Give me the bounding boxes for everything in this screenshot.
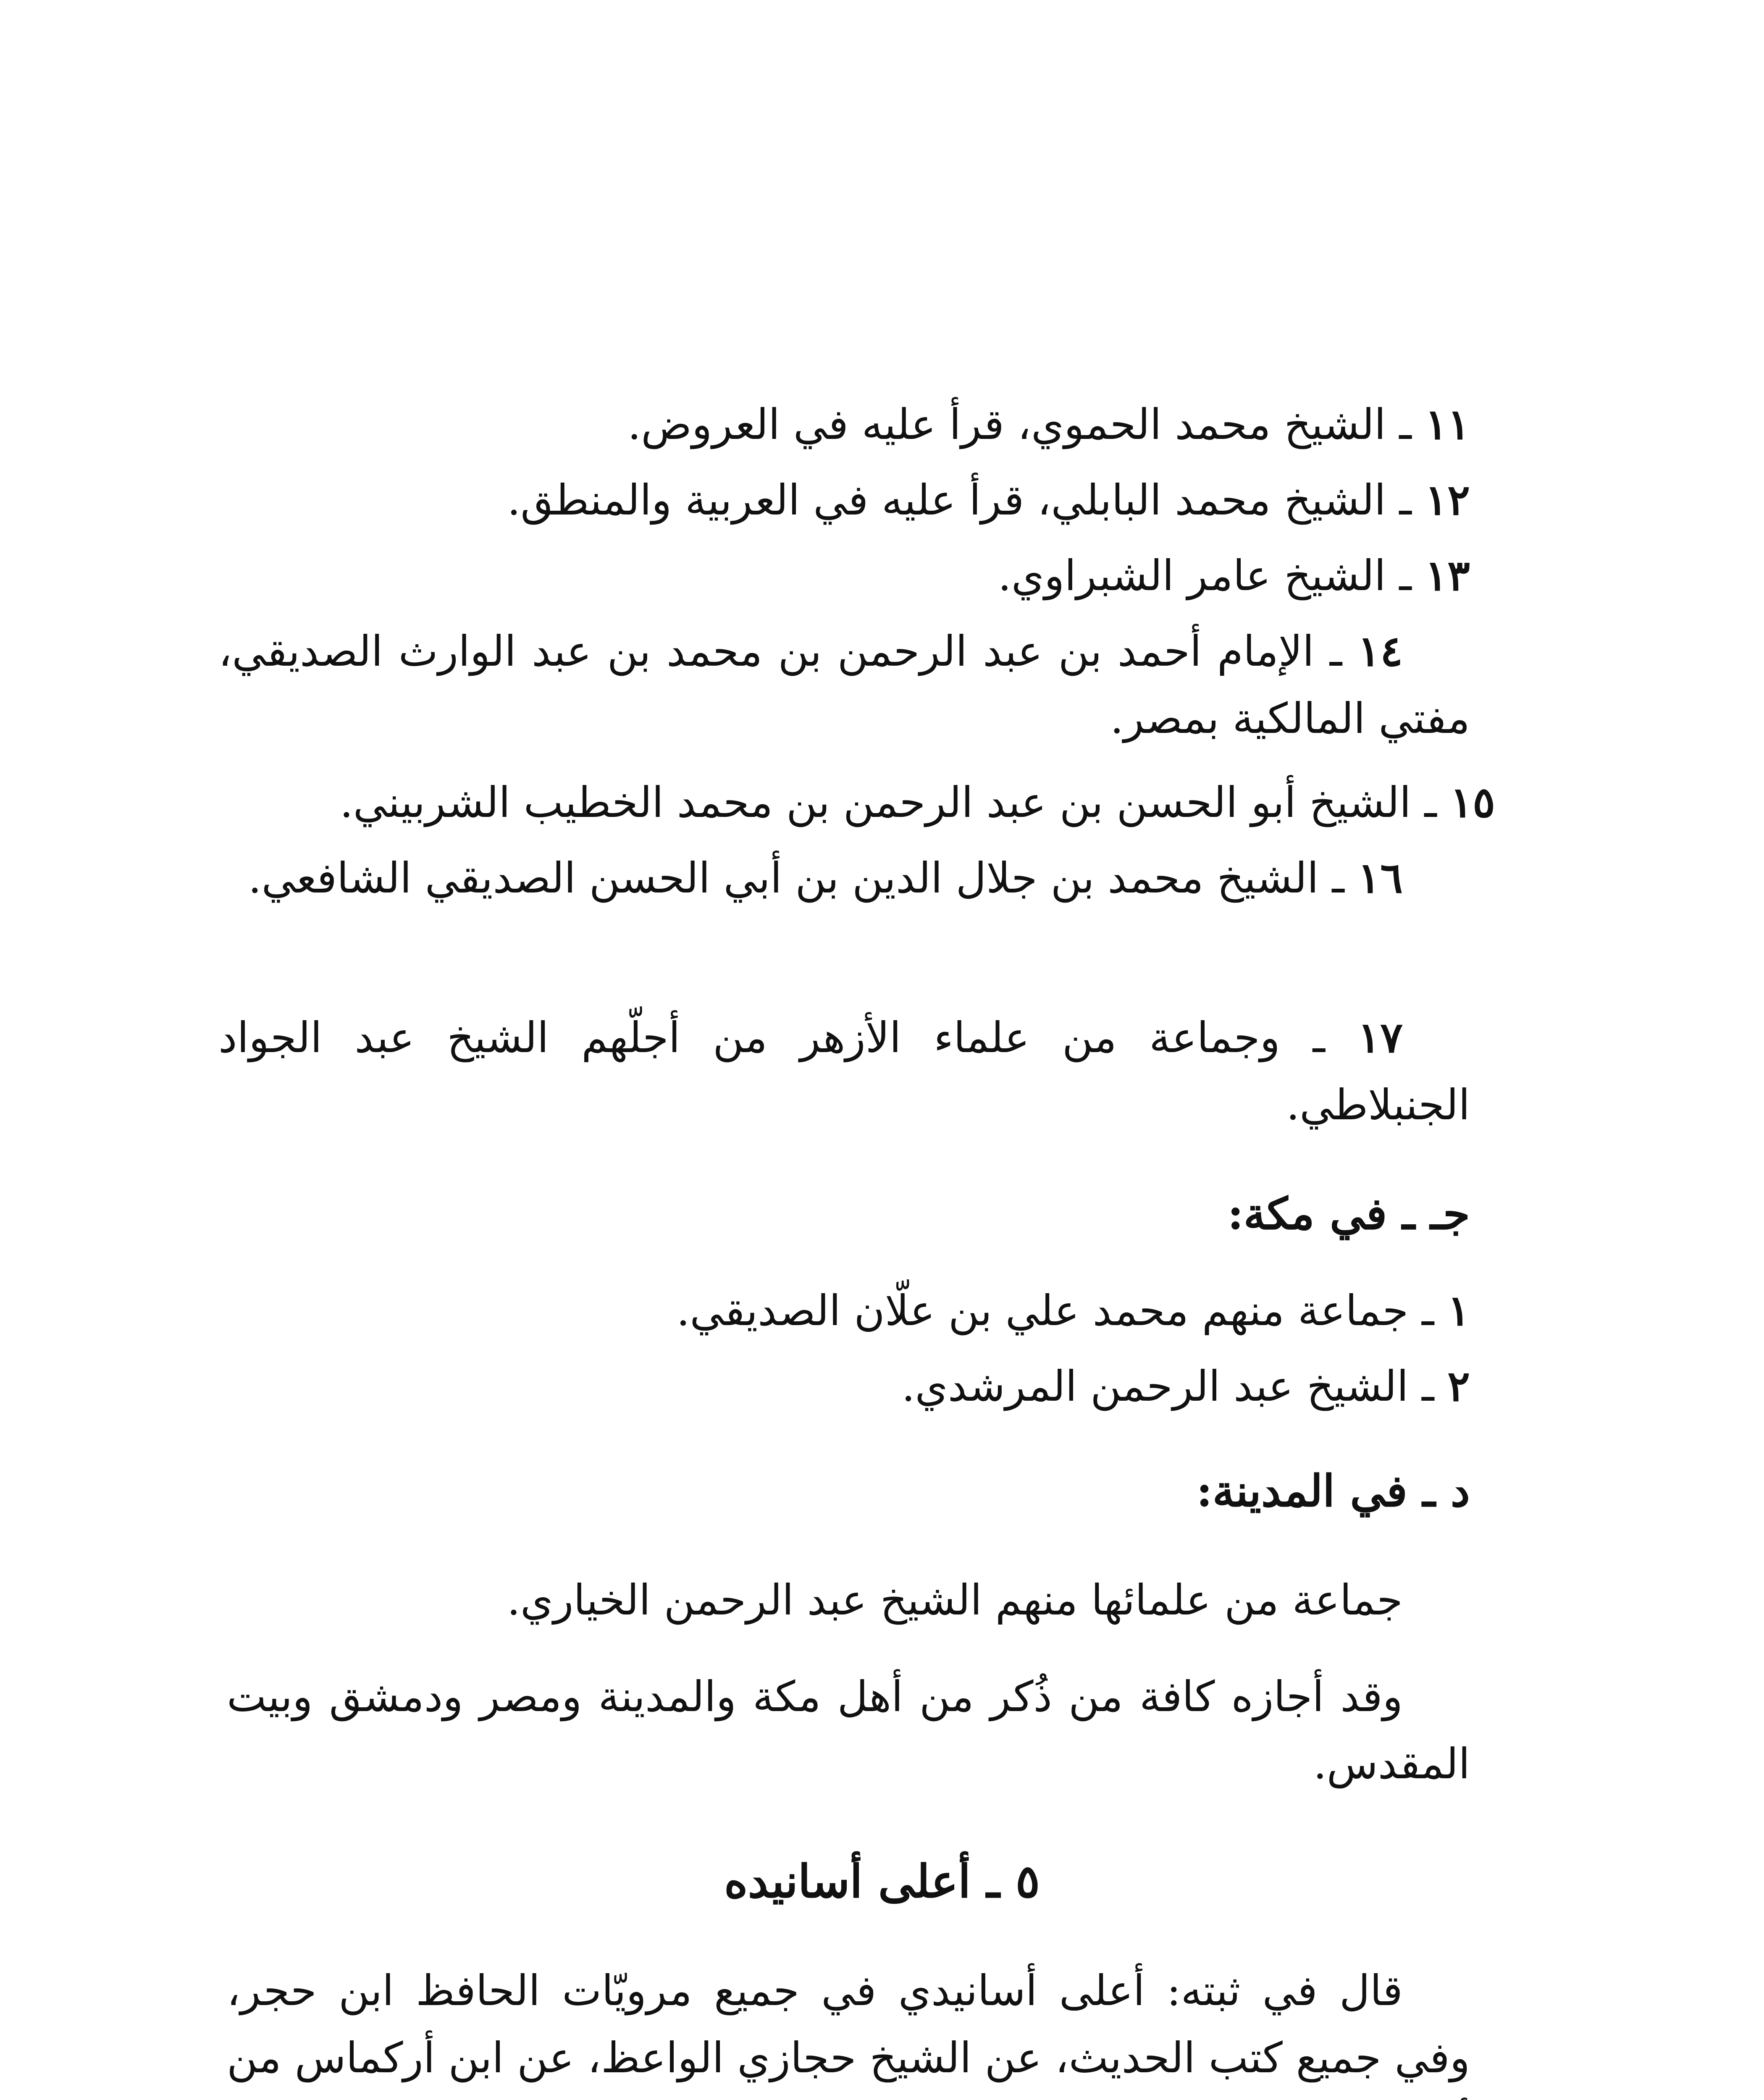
list-item-c1 xyxy=(677,1277,1470,1344)
item-text: ـ الشيخ عبد الرحمن المرشدي. xyxy=(901,1362,1448,1411)
item-text: ـ الشيخ محمد بن جلال الدين بن أبي الحسن الصديقي الشافعي. xyxy=(248,853,1358,903)
list-item-11 xyxy=(627,391,1470,458)
item-text: ـ الشيخ أبو الحسن بن عبد الرحمن بن محمد الخطيب الشربيني. xyxy=(340,778,1450,827)
item-number: ١ xyxy=(1447,1286,1470,1335)
list-item-12 xyxy=(507,466,1470,534)
item-number: ١٧ xyxy=(1357,1013,1403,1062)
list-item-17 xyxy=(218,1004,1470,1139)
list-item-c2 xyxy=(902,1352,1470,1420)
section-heading-madinah: د ـ في المدينة: xyxy=(1196,1465,1470,1517)
item-text: ـ وجماعة من علماء الأزهر من أجلّهم الشيخ عبد الجواد الجنبلاطي. xyxy=(218,1013,1470,1129)
ijazah-paragraph: وقد أجازه كافة من ذُكر من أهل مكة والمدينة ومصر ودمشق وبيت المقدس. xyxy=(227,1672,1470,1788)
madinah-scholars-line: جماعة من علمائها منهم الشيخ عبد الرحمن الخياري. xyxy=(507,1575,1403,1625)
item-number: ١٦ xyxy=(1357,853,1403,903)
item-number: ١٥ xyxy=(1450,777,1495,827)
list-item-13 xyxy=(998,542,1470,609)
item-text: ـ الشيخ محمد البابلي، قرأ عليه في العربية والمنطق. xyxy=(507,475,1425,525)
list-item-14 xyxy=(218,617,1470,752)
item-text: ـ الشيخ عامر الشبراوي. xyxy=(998,551,1425,600)
item-number: ٢ xyxy=(1447,1361,1470,1411)
section-heading-asanid: ٥ ـ أعلى أسانيده xyxy=(724,1855,1040,1908)
item-text: ـ الشيخ محمد الحموي، قرأ عليه في العروض. xyxy=(627,400,1425,449)
item-number: ١٣ xyxy=(1425,551,1470,600)
section-heading-makkah: جـ ـ في مكة: xyxy=(1227,1188,1470,1239)
item-text: ـ جماعة منهم محمد علي بن علّان الصديقي. xyxy=(676,1286,1448,1335)
list-item-15 xyxy=(340,769,1495,836)
item-text: ـ الإمام أحمد بن عبد الرحمن بن محمد بن عبد الوارث الصديقي، مفتي المالكية بمصر. xyxy=(218,627,1470,743)
item-number: ١٢ xyxy=(1425,475,1470,525)
asanid-paragraph: قال في ثبته: أعلى أسانيدي في جميع مرويّات الحافظ ابن حجر، وفي جميع كتب الحديث، عن الشيخ حجازي الواعظ، عن ابن أركماس من xyxy=(227,1966,1470,2082)
item-number: ١١ xyxy=(1425,399,1470,449)
list-item-16 xyxy=(218,844,1470,912)
item-number: ١٤ xyxy=(1357,626,1403,676)
